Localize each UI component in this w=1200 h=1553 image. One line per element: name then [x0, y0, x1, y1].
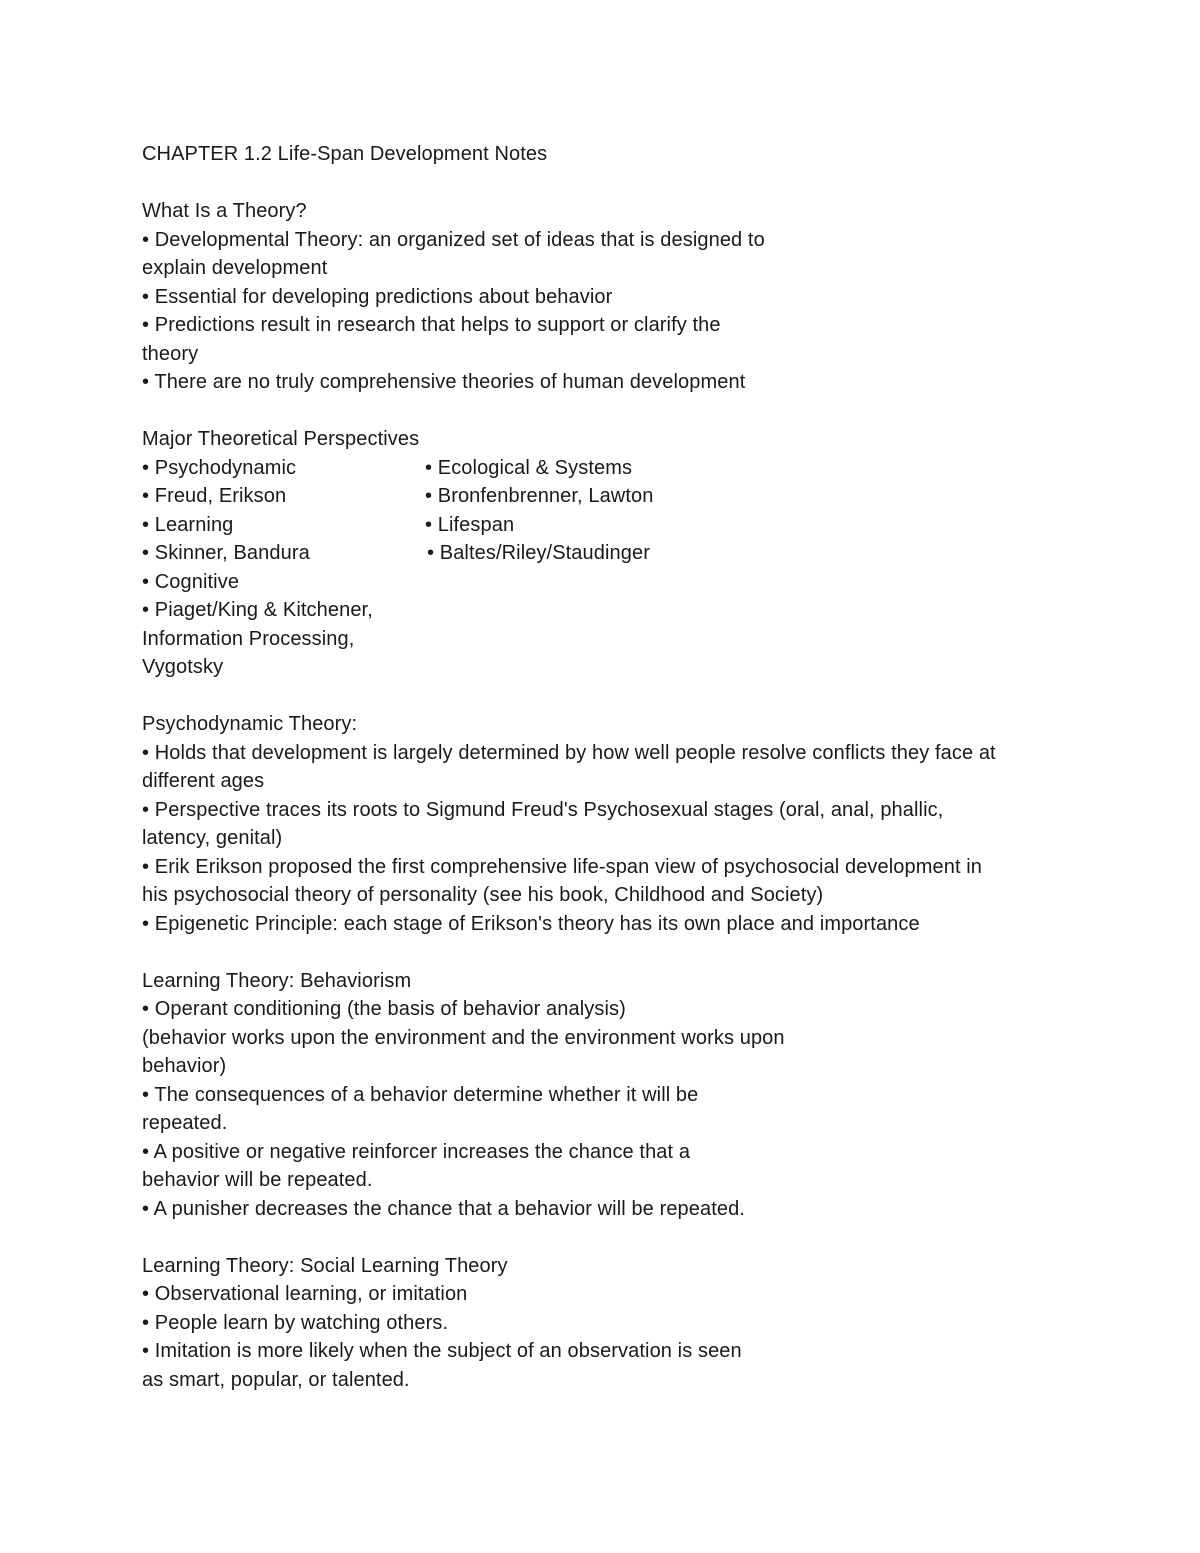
- list-item: • Lifespan: [425, 513, 515, 536]
- list-item: • Freud, Erikson: [142, 485, 287, 507]
- list-item: • Bronfenbrenner, Lawton: [425, 485, 654, 507]
- list-item: • Psychodynamic: [142, 456, 297, 479]
- text-line: • Epigenetic Principle: each stage of Erikson's theory has its own place and importance: [142, 912, 920, 935]
- text-line: • A positive or negative reinforcer increases the chance that a: [142, 1140, 691, 1163]
- list-item: • Cognitive: [142, 570, 240, 593]
- text-line: different ages: [142, 770, 265, 792]
- text-line: repeated.: [142, 1112, 228, 1134]
- text-line: explain development: [142, 257, 328, 279]
- section-heading: Psychodynamic Theory:: [142, 713, 358, 735]
- text-line: as smart, popular, or talented.: [142, 1368, 410, 1391]
- section-heading: Major Theoretical Perspectives: [142, 428, 420, 450]
- perspectives-columns: [142, 454, 1082, 682]
- text-line: behavior): [142, 1055, 227, 1077]
- list-item: • Learning: [142, 513, 234, 536]
- text-line: • The consequences of a behavior determine whether it will be: [142, 1083, 699, 1106]
- section-perspectives: [142, 425, 1082, 682]
- text-line: behavior will be repeated.: [142, 1169, 373, 1191]
- section-heading: Learning Theory: Social Learning Theory: [142, 1254, 508, 1277]
- spacer: [142, 938, 1082, 967]
- spacer: [142, 169, 1082, 198]
- list-item: • Skinner, Bandura: [142, 542, 310, 564]
- list-item: • Ecological & Systems: [425, 456, 633, 479]
- list-item: Information Processing,: [142, 627, 355, 650]
- text-line: (behavior works upon the environment and the environment works upon: [142, 1026, 785, 1049]
- text-line: latency, genital): [142, 827, 283, 849]
- section-theory: [142, 197, 1082, 397]
- text-line: • Essential for developing predictions about behavior: [142, 285, 613, 308]
- text-line: • A punisher decreases the chance that a behavior will be repeated.: [142, 1197, 745, 1220]
- notes-body: [142, 140, 1082, 1394]
- section-behaviorism: [142, 967, 1082, 1224]
- text-line: • There are no truly comprehensive theories of human development: [142, 371, 746, 393]
- list-item: • Baltes/Riley/Staudinger: [427, 542, 650, 564]
- text-line: • Erik Erikson proposed the first comprehensive life-span view of psychosocial development in: [142, 855, 983, 878]
- text-line: • Perspective traces its roots to Sigmund Freud's Psychosexual stages (oral, anal, phallic,: [142, 798, 944, 821]
- text-line: • People learn by watching others.: [142, 1311, 449, 1334]
- section-psychodynamic: [142, 710, 1082, 938]
- perspectives-left-column: [142, 454, 422, 682]
- section-heading: What Is a Theory?: [142, 200, 307, 222]
- text-line: • Observational learning, or imitation: [142, 1283, 468, 1305]
- text-line: • Predictions result in research that helps to support or clarify the: [142, 314, 721, 336]
- perspectives-right-column: [425, 454, 653, 568]
- list-item: Vygotsky: [142, 656, 224, 678]
- spacer: [142, 682, 1082, 711]
- text-line: • Developmental Theory: an organized set of ideas that is designed to: [142, 228, 765, 251]
- list-item: • Piaget/King & Kitchener,: [142, 599, 373, 621]
- page-title: CHAPTER 1.2 Life-Span Development Notes: [142, 143, 548, 165]
- text-line: • Operant conditioning (the basis of behavior analysis): [142, 998, 626, 1020]
- text-line: • Imitation is more likely when the subject of an observation is seen: [142, 1340, 742, 1362]
- text-line: • Holds that development is largely determined by how well people resolve conflicts they face at: [142, 741, 996, 764]
- spacer: [142, 397, 1082, 426]
- spacer: [142, 1223, 1082, 1252]
- section-social-learning: [142, 1252, 1082, 1395]
- text-line: theory: [142, 342, 199, 365]
- text-line: his psychosocial theory of personality (see his book, Childhood and Society): [142, 884, 824, 906]
- section-heading: Learning Theory: Behaviorism: [142, 969, 412, 992]
